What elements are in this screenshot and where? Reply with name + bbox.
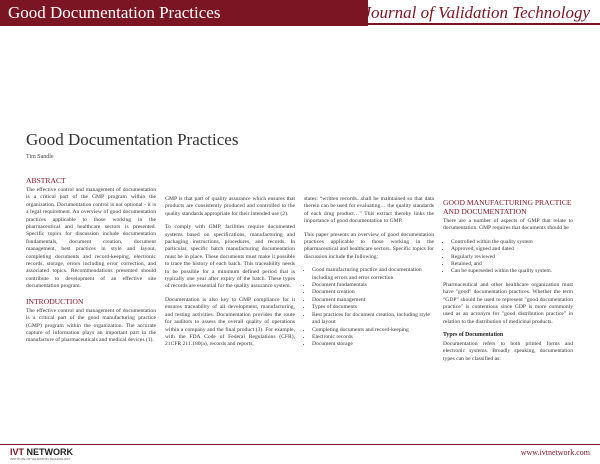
paragraph: There are a number of aspects of GMP that relate to documentation. GMP requires that documents should be bbox=[443, 218, 573, 232]
list-item: • Document management bbox=[312, 297, 434, 304]
logo-prefix: IVT bbox=[10, 447, 25, 457]
column-1 bbox=[26, 176, 156, 351]
introduction-heading: INTRODUCTION bbox=[26, 296, 84, 306]
article-title: Good Documentation Practices bbox=[26, 130, 239, 149]
header-title: Good Documentation Practices bbox=[8, 3, 221, 22]
paragraph: states: “written records...shall be maintained so that data therein can be used for evaluating… the quality standards of each drug product…” This extract thereby links the importance of good documentation to GMP. bbox=[304, 196, 434, 225]
column-2 bbox=[165, 196, 295, 355]
introduction-text: The effective control and management of documentation is a critical part of the good manufacturing practice (GMP) program within the organization. The accurate capture of information plays an important part in the manufacture of pharmaceuticals and medical devices (1). bbox=[26, 307, 156, 344]
footer-rule bbox=[0, 444, 600, 445]
header-rule bbox=[368, 23, 600, 25]
paragraph: Documentation is also key to GMP compliance for it ensures traceability of all development, manufacturing, and testing activities. Documentation provides the route for auditors to assess the overall quality of operations within a company and the final product (3). For example, with the FDA Code of Federal Regulations (CFR), 21CFR 211.180(a), records and reports, bbox=[165, 296, 295, 348]
paragraph: GMP is that part of quality assurance which ensures that products are consistently produced and controlled to the quality standards appropriate for their intended use (2). bbox=[165, 196, 295, 217]
logo-suffix: NETWORK bbox=[24, 447, 74, 457]
list-item: • Document creation bbox=[312, 289, 434, 296]
paragraph: This paper presents an overview of good documentation practices applicable to those working in the pharmaceutical and healthcare sectors. Specific topics for discussion include the following: bbox=[304, 231, 434, 260]
list-item: • Document fundamentals bbox=[312, 282, 434, 289]
list-item: • Approved, signed and dated bbox=[451, 246, 573, 253]
logo-subtitle: INSTITUTE OF VALIDATION TECHNOLOGY bbox=[10, 457, 71, 461]
footer-url[interactable]: www.ivtnetwork.com bbox=[520, 448, 590, 457]
page-header bbox=[0, 0, 600, 26]
paragraph: Documentation refers to both printed forms and electronic systems. Broadly speaking, documentation types can be classified as: bbox=[443, 340, 573, 362]
list-item: • Regularly reviewed bbox=[451, 254, 573, 261]
header-banner bbox=[0, 0, 368, 26]
list-item: • Completing documents and record-keeping bbox=[312, 327, 434, 334]
list-item: • Retained, and bbox=[451, 261, 573, 268]
gmp-requirements-list bbox=[443, 239, 573, 276]
gmp-heading: GOOD MANUFACTURING PRACTICE AND DOCUMENTATION bbox=[443, 198, 572, 216]
list-item: • Document storage bbox=[312, 341, 434, 348]
paragraph: Pharmaceutical and other healthcare organization must have "good" documentation practices. Whether the term "GDP" should be used to represent "good documentation practice" is contentious since GDP is more commonly used as an acronym for "good distribution practice" in relation to the distribution of medicinal products. bbox=[443, 281, 573, 325]
abstract-heading: ABSTRACT bbox=[26, 176, 66, 185]
column-4 bbox=[443, 198, 573, 369]
list-item: • Controlled within the quality system bbox=[451, 239, 573, 246]
column-3 bbox=[304, 196, 434, 355]
author-name: Tim Sandle bbox=[26, 154, 54, 160]
journal-name: Journal of Validation Technology bbox=[363, 3, 590, 22]
list-item: • Can be superseded within the quality system. bbox=[451, 268, 573, 275]
list-item: • Types of documents bbox=[312, 304, 434, 311]
list-item: • Good manufacturing practice and documentation including errors and error correction bbox=[312, 267, 434, 282]
types-of-documentation-heading: Types of Documentation bbox=[443, 332, 504, 339]
topics-list bbox=[304, 267, 434, 348]
list-item: • Best practices for document creation, including style and layout bbox=[312, 312, 434, 327]
paragraph: To comply with GMP, facilities require documented systems based on specifications, manufacturing and packaging instructions, procedures, and records. In particular, specific batch manufacturing documentation must be in place. These documents must make it possible to trace the history of each batch. This traceability needs to be possible for a minimum defined period that is typically one year after expiry of the batch. These types of records are essential for the quality assurance system. bbox=[165, 224, 295, 290]
abstract-text: The effective control and management of documentation is a critical part of the GMP program within the organization. Documentation control is not optional - it is a legal requirement. An overview of good documentation practices applicable to those working in the pharmaceutical and healthcare sectors is presented. Specific topics for discussion include documentation fundamentals, document creation, document management, best practices in style and layout, completing documents and record-keeping, electronic records, storage, errors including error correction, and associated topics. Recommendations presented should contribute to development of an effective site documentation program. bbox=[26, 187, 156, 290]
list-item: • Electronic records bbox=[312, 334, 434, 341]
ivt-network-logo bbox=[10, 447, 73, 457]
